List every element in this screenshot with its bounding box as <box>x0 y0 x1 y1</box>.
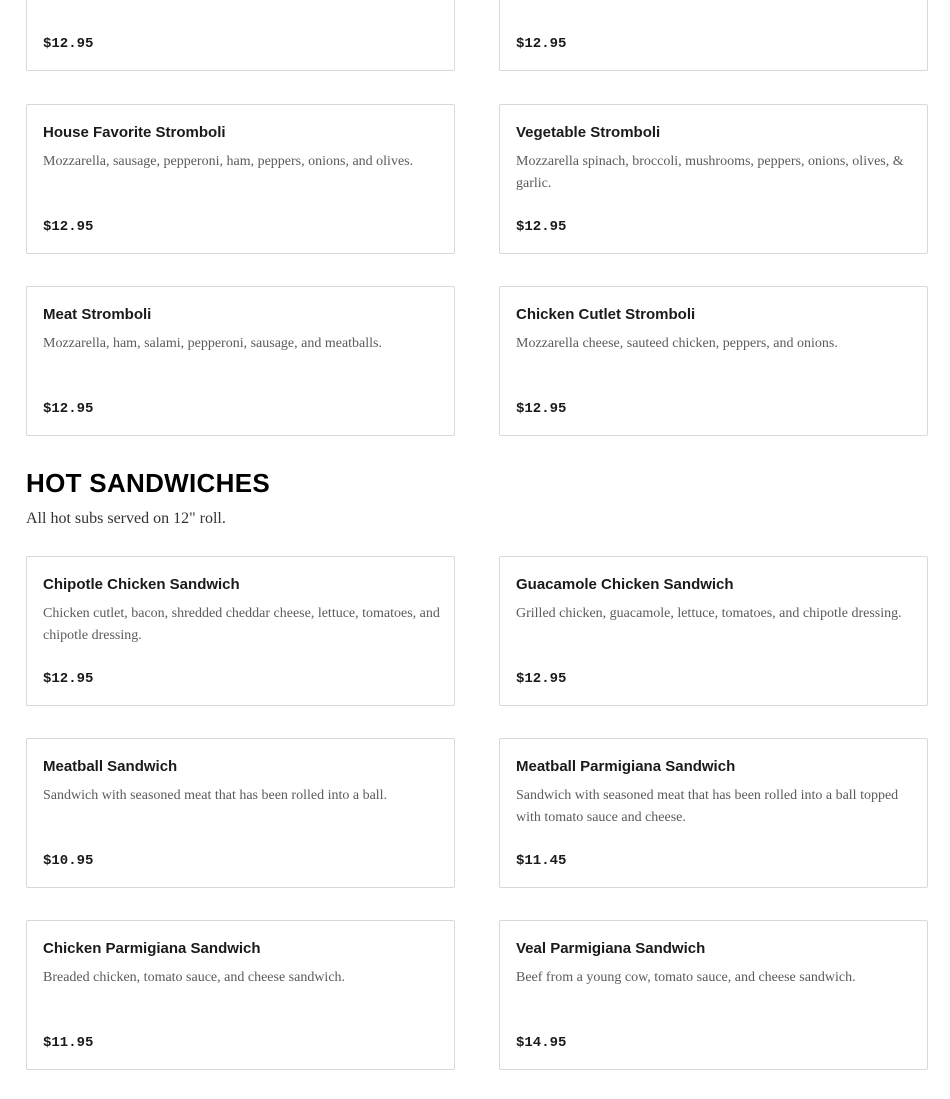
menu-item-description: Sandwich with seasoned meat that has been rolled into a ball. <box>43 788 388 803</box>
menu-item-description: Chicken cutlet, bacon, shredded cheddar cheese, lettuce, tomatoes, and chipotle dressing. <box>43 606 440 643</box>
menu-item-price: $12.95 <box>43 401 94 417</box>
menu-item-card[interactable] <box>499 556 928 706</box>
menu-item-name: Chicken Parmigiana Sandwich <box>43 940 261 957</box>
menu-item-price: $14.95 <box>516 1035 567 1051</box>
menu-item-price: $12.95 <box>516 401 567 417</box>
menu-item-name: Meatball Sandwich <box>43 758 178 775</box>
menu-item-card[interactable] <box>499 104 928 254</box>
menu-item-name: Vegetable Stromboli <box>516 124 661 141</box>
menu-item-card[interactable] <box>26 286 455 436</box>
menu-item-price: $12.95 <box>43 671 94 687</box>
menu-item-name: Chipotle Chicken Sandwich <box>43 576 240 593</box>
section-title: HOT SANDWICHES <box>26 468 270 498</box>
menu-item-card[interactable] <box>26 738 455 888</box>
menu-item-name: Meatball Parmigiana Sandwich <box>516 758 736 775</box>
menu-item-price: $12.95 <box>43 219 94 235</box>
menu-item-card[interactable] <box>26 556 455 706</box>
menu-item-description: Mozzarella cheese, sauteed chicken, peppers, and onions. <box>516 336 838 351</box>
menu-item-name: Meat Stromboli <box>43 306 152 323</box>
menu-item-description: Grilled chicken, guacamole, lettuce, tomatoes, and chipotle dressing. <box>516 606 902 621</box>
menu-item-description: Sandwich with seasoned meat that has been rolled into a ball topped with tomato sauce and cheese. <box>516 788 899 825</box>
menu-item-description <box>516 0 915 1</box>
menu-item-name: House Favorite Stromboli <box>43 124 226 141</box>
menu-item-card[interactable] <box>26 0 455 71</box>
menu-item-description: Beef from a young cow, tomato sauce, and cheese sandwich. <box>516 970 856 985</box>
menu-item-card[interactable] <box>499 286 928 436</box>
menu-item-price: $10.95 <box>43 853 94 869</box>
menu-item-price: $11.95 <box>43 1035 94 1051</box>
menu-item-price: $12.95 <box>43 36 94 52</box>
menu-item-description <box>43 0 442 1</box>
menu-item-price: $11.45 <box>516 853 567 869</box>
menu-item-card[interactable] <box>499 920 928 1070</box>
menu-item-price: $12.95 <box>516 671 567 687</box>
menu-item-name: Guacamole Chicken Sandwich <box>516 576 734 593</box>
menu-item-price: $12.95 <box>516 219 567 235</box>
menu-item-description: Mozzarella, ham, salami, pepperoni, sausage, and meatballs. <box>43 336 382 351</box>
menu-item-name: Chicken Cutlet Stromboli <box>516 306 696 323</box>
menu-item-description: Mozzarella, sausage, pepperoni, ham, peppers, onions, and olives. <box>43 154 414 169</box>
menu-item-price: $12.95 <box>516 36 567 52</box>
section-subtitle: All hot subs served on 12" roll. <box>26 510 226 527</box>
menu-item-card[interactable] <box>499 0 928 71</box>
menu-item-card[interactable] <box>26 104 455 254</box>
menu-item-name: Veal Parmigiana Sandwich <box>516 940 706 957</box>
menu-item-card[interactable] <box>499 738 928 888</box>
menu-item-description: Mozzarella spinach, broccoli, mushrooms, peppers, onions, olives, & garlic. <box>516 154 904 191</box>
menu-item-card[interactable] <box>26 920 455 1070</box>
menu-item-description: Breaded chicken, tomato sauce, and cheese sandwich. <box>43 970 346 985</box>
